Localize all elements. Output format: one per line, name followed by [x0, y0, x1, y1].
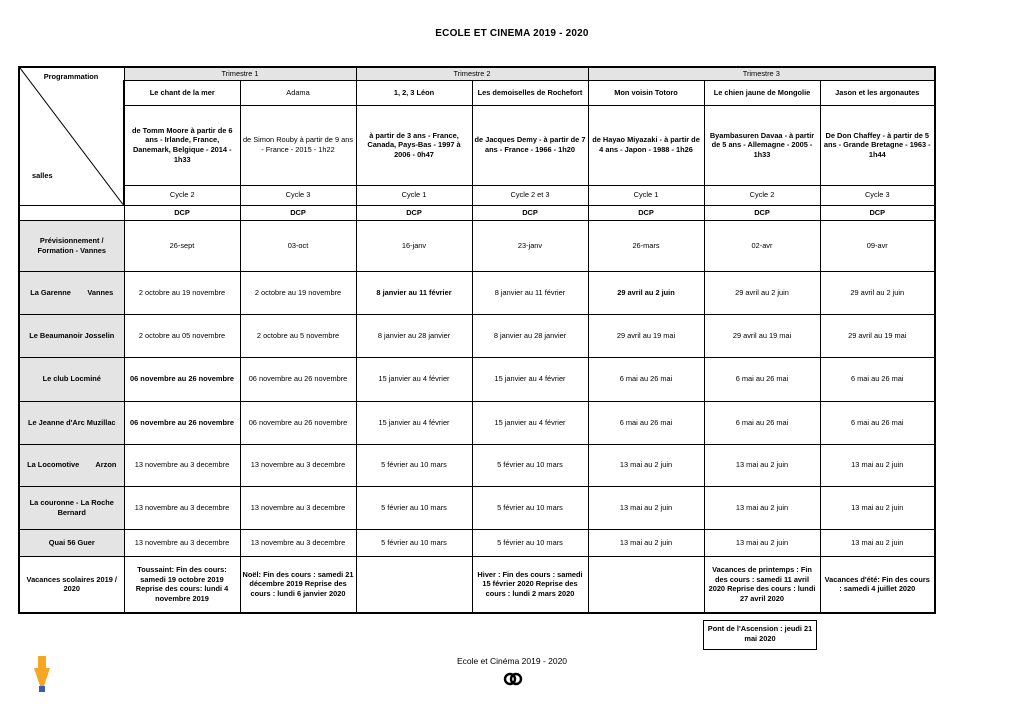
date-cell: 2 octobre au 5 novembre [240, 314, 356, 357]
date-cell: 09-avr [820, 220, 935, 271]
date-cell: 5 février au 10 mars [356, 529, 472, 556]
film-desc-cell: De Don Chaffey - à partir de 5 ans - Grande Bretagne - 1963 - 1h44 [820, 105, 935, 185]
date-cell: 06 novembre au 26 novembre [240, 401, 356, 444]
film-desc-cell: de Simon Rouby à partir de 9 ans - France - 2015 - 1h22 [240, 105, 356, 185]
date-cell: 6 mai au 26 mai [588, 357, 704, 401]
date-cell: 13 novembre au 3 decembre [240, 444, 356, 486]
footer-title: Ecole et Cinéma 2019 - 2020 [456, 656, 568, 666]
format-cell: DCP [240, 205, 356, 220]
date-cell: 29 avril au 19 mai [588, 314, 704, 357]
cycle-cell: Cycle 3 [240, 185, 356, 205]
date-cell: 13 mai au 2 juin [820, 444, 935, 486]
vacances-hiver-cell: Hiver : Fin des cours : samedi 15 février 2020 Reprise des cours : lundi 2 mars 2020 [472, 556, 588, 613]
vacances-empty-cell [588, 556, 704, 613]
schedule-row-quai56 [19, 529, 935, 556]
cycle-row [19, 185, 935, 205]
schedule-row-couronne [19, 486, 935, 529]
date-cell: 6 mai au 26 mai [820, 401, 935, 444]
date-cell: 2 octobre au 19 novembre [124, 271, 240, 314]
date-cell: 06 novembre au 26 novembre [240, 357, 356, 401]
trimestre-header-row [19, 67, 935, 80]
cycle-cell: Cycle 2 et 3 [472, 185, 588, 205]
date-cell: 13 mai au 2 juin [704, 486, 820, 529]
date-cell: 13 novembre au 3 decembre [124, 486, 240, 529]
date-cell: 5 février au 10 mars [472, 444, 588, 486]
format-cell: DCP [124, 205, 240, 220]
date-cell: 15 janvier au 4 février [472, 401, 588, 444]
schedule-row-club [19, 357, 935, 401]
date-cell: 13 mai au 2 juin [820, 529, 935, 556]
date-cell: 13 mai au 2 juin [820, 486, 935, 529]
date-cell: 06 novembre au 26 novembre [124, 401, 240, 444]
date-cell: 29 avril au 2 juin [704, 271, 820, 314]
film-title-cell: Les demoiselles de Rochefort [472, 80, 588, 105]
document-title: ECOLE ET CINEMA 2019 - 2020 [435, 28, 589, 39]
vacances-label-cell: Vacances scolaires 2019 / 2020 [19, 556, 124, 613]
vacances-printemps-cell: Vacances de printemps : Fin des cours : samedi 11 avril 2020 Reprise des cours : lundi 27 avril 2020 [704, 556, 820, 613]
date-cell: 15 janvier au 4 février [356, 401, 472, 444]
date-cell: 6 mai au 26 mai [820, 357, 935, 401]
date-cell: 13 mai au 2 juin [704, 444, 820, 486]
date-cell: 29 avril au 19 mai [820, 314, 935, 357]
date-cell: 13 mai au 2 juin [588, 529, 704, 556]
vacances-noel-cell: Noël: Fin des cours : samedi 21 décembre 2019 Reprise des cours : lundi 6 janvier 2020 [240, 556, 356, 613]
trimestre-3-header: Trimestre 3 [588, 67, 935, 80]
date-cell: 13 mai au 2 juin [588, 444, 704, 486]
date-cell: 26-sept [124, 220, 240, 271]
format-cell: DCP [588, 205, 704, 220]
corner-diagonal [20, 68, 123, 205]
schedule-row-garenne [19, 271, 935, 314]
schedule-row-beaumanoir [19, 314, 935, 357]
salle-label-cell: Le club Locminé [19, 357, 124, 401]
cycle-cell: Cycle 2 [704, 185, 820, 205]
date-cell: 16-janv [356, 220, 472, 271]
film-title-cell: Le chant de la mer [124, 80, 240, 105]
date-cell: 5 février au 10 mars [472, 529, 588, 556]
date-cell: 29 avril au 2 juin [588, 271, 704, 314]
date-cell: 15 janvier au 4 février [356, 357, 472, 401]
date-cell: 2 octobre au 05 novembre [124, 314, 240, 357]
film-desc-cell: de Hayao Miyazaki - à partir de 4 ans - Japon - 1988 - 1h26 [588, 105, 704, 185]
date-cell: 5 février au 10 mars [356, 444, 472, 486]
film-desc-cell: Byambasuren Davaa - à partir de 5 ans - Allemagne - 2005 - 1h33 [704, 105, 820, 185]
date-cell: 26-mars [588, 220, 704, 271]
cycle-cell: Cycle 1 [356, 185, 472, 205]
film-title-row [19, 80, 935, 105]
film-desc-cell: à partir de 3 ans - France, Canada, Pays-Bas - 1997 à 2006 - 0h47 [356, 105, 472, 185]
date-cell: 13 mai au 2 juin [588, 486, 704, 529]
format-cell: DCP [472, 205, 588, 220]
vacances-toussaint-cell: Toussaint: Fin des cours: samedi 19 octobre 2019 Reprise des cours: lundi 4 novembre 2019 [124, 556, 240, 613]
date-cell: 23-janv [472, 220, 588, 271]
cycle-cell: Cycle 2 [124, 185, 240, 205]
film-title-cell: Jason et les argonautes [820, 80, 935, 105]
date-cell: 29 avril au 19 mai [704, 314, 820, 357]
cinema-logo [503, 670, 523, 688]
film-title-cell: Le chien jaune de Mongolie [704, 80, 820, 105]
salle-label-cell: Prévisionnement / Formation - Vannes [19, 220, 124, 271]
film-title-cell: Adama [240, 80, 356, 105]
trimestre-1-header: Trimestre 1 [124, 67, 356, 80]
schedule-row-prevision [19, 220, 935, 271]
format-cell: DCP [704, 205, 820, 220]
format-row [19, 205, 935, 220]
date-cell: 13 novembre au 3 decembre [124, 444, 240, 486]
format-cell: DCP [820, 205, 935, 220]
date-cell: 6 mai au 26 mai [704, 357, 820, 401]
date-cell: 5 février au 10 mars [472, 486, 588, 529]
salle-label-cell: La Garenne Vannes [19, 271, 124, 314]
film-desc-cell: de Tomm Moore à partir de 6 ans - Irlande, France, Danemark, Belgique - 2014 - 1h33 [124, 105, 240, 185]
date-cell: 8 janvier au 28 janvier [472, 314, 588, 357]
corner-header-cell [19, 67, 124, 205]
vacances-empty-cell [356, 556, 472, 613]
cycle-cell: Cycle 3 [820, 185, 935, 205]
date-cell: 5 février au 10 mars [356, 486, 472, 529]
date-cell: 8 janvier au 11 février [356, 271, 472, 314]
salle-label-cell: La Locomotive Arzon [19, 444, 124, 486]
date-cell: 2 octobre au 19 novembre [240, 271, 356, 314]
date-cell: 13 novembre au 3 decembre [240, 486, 356, 529]
vacances-ascension-box: Pont de l'Ascension : jeudi 21 mai 2020 [703, 620, 817, 650]
date-cell: 13 novembre au 3 decembre [124, 529, 240, 556]
salle-label-cell: La couronne - La Roche Bernard [19, 486, 124, 529]
date-cell: 6 mai au 26 mai [588, 401, 704, 444]
salle-label-cell: Quai 56 Guer [19, 529, 124, 556]
schedule-row-locomotive [19, 444, 935, 486]
salles-label: salles [32, 170, 53, 180]
format-cell: DCP [356, 205, 472, 220]
date-cell: 06 novembre au 26 novembre [124, 357, 240, 401]
date-cell: 03-oct [240, 220, 356, 271]
film-title-cell: 1, 2, 3 Léon [356, 80, 472, 105]
date-cell: 6 mai au 26 mai [704, 401, 820, 444]
format-label-cell [19, 205, 124, 220]
film-title-cell: Mon voisin Totoro [588, 80, 704, 105]
salle-label-cell: Le Beaumanoir Josselin [19, 314, 124, 357]
salle-label-cell: Le Jeanne d'Arc Muzillac [19, 401, 124, 444]
date-cell: 8 janvier au 28 janvier [356, 314, 472, 357]
trimestre-2-header: Trimestre 2 [356, 67, 588, 80]
film-desc-row [19, 105, 935, 185]
date-cell: 15 janvier au 4 février [472, 357, 588, 401]
date-cell: 13 mai au 2 juin [704, 529, 820, 556]
programmation-label: Programmation [43, 72, 99, 81]
vacances-row [19, 556, 935, 613]
date-cell: 29 avril au 2 juin [820, 271, 935, 314]
cycle-cell: Cycle 1 [588, 185, 704, 205]
date-cell: 02-avr [704, 220, 820, 271]
vacances-ete-cell: Vacances d'été: Fin des cours : samedi 4 juillet 2020 [820, 556, 935, 613]
schedule-row-jeanne [19, 401, 935, 444]
schedule-table [18, 66, 936, 614]
date-cell: 8 janvier au 11 février [472, 271, 588, 314]
film-desc-cell: de Jacques Demy - à partir de 7 ans - France - 1966 - 1h20 [472, 105, 588, 185]
date-cell: 13 novembre au 3 decembre [240, 529, 356, 556]
